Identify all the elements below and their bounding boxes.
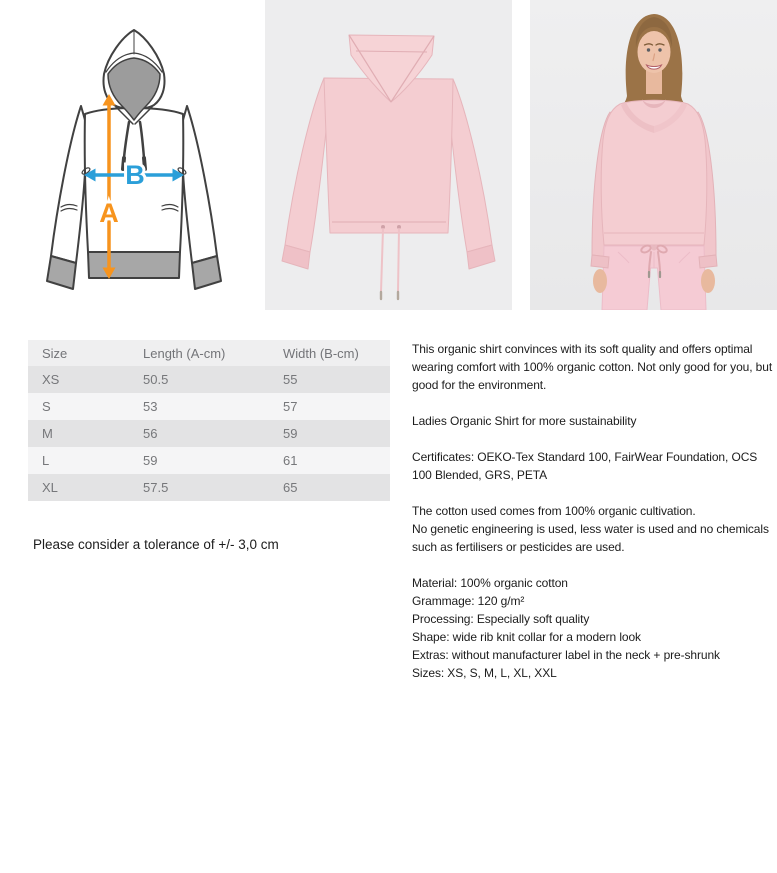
table-row xyxy=(28,393,390,420)
length-cell: 50.5 xyxy=(143,372,169,387)
description-paragraph xyxy=(412,412,777,430)
width-cell: 59 xyxy=(283,426,298,441)
tolerance-note: Please consider a tolerance of +/- 3,0 cm xyxy=(33,537,279,552)
size-table-body xyxy=(28,366,390,501)
description-line: Shape: wide rib knit collar for a modern look xyxy=(412,630,641,644)
model-left-cuff xyxy=(591,255,609,268)
diagram-right-cuff xyxy=(192,256,221,289)
width-cell: 61 xyxy=(283,453,298,468)
description-paragraph xyxy=(412,502,777,556)
description-line: Certificates: OEKO-Tex Standard 100, FairWear Foundation, OCS 100 Blended, GRS, PETA xyxy=(412,450,758,482)
size-cell: M xyxy=(42,426,53,441)
diagram-left-cuff xyxy=(47,256,76,289)
diagram-left-sleeve xyxy=(51,106,85,263)
table-row xyxy=(28,474,390,501)
model-hoodie-torso xyxy=(601,100,707,245)
diagram-right-sleeve xyxy=(183,106,217,263)
description-paragraph xyxy=(412,448,777,484)
model-left-hand xyxy=(593,269,607,293)
length-cell: 59 xyxy=(143,453,158,468)
size-cell: XL xyxy=(42,480,58,495)
size-cell: L xyxy=(42,453,50,468)
description-line: Extras: without manufacturer label in the neck + pre-shrunk xyxy=(412,648,720,662)
product-description xyxy=(412,340,777,700)
width-cell: 57 xyxy=(283,399,298,414)
size-cell: XS xyxy=(42,372,60,387)
model-right-cuff xyxy=(699,255,717,268)
product-flat-image xyxy=(265,0,512,310)
arrow-b-label: B xyxy=(125,160,145,190)
description-paragraph xyxy=(412,340,777,394)
length-column-header: Length (A-cm) xyxy=(143,345,226,361)
width-cell: 65 xyxy=(283,480,298,495)
description-line: Ladies Organic Shirt for more sustainability xyxy=(412,414,637,428)
length-cell: 53 xyxy=(143,399,158,414)
description-line: Sizes: XS, S, M, L, XL, XXL xyxy=(412,666,557,680)
model-photo-image xyxy=(530,0,777,310)
arrow-a-label: A xyxy=(99,198,119,228)
length-cell: 57.5 xyxy=(143,480,169,495)
table-row xyxy=(28,447,390,474)
table-row xyxy=(28,366,390,393)
flat-lay-illustration xyxy=(265,0,512,310)
diagram-hem-band xyxy=(88,252,180,278)
description-line: Processing: Especially soft quality xyxy=(412,612,590,626)
description-line: Material: 100% organic cotton xyxy=(412,576,568,590)
width-column-header: Width (B-cm) xyxy=(283,345,359,361)
description-line: The cotton used comes from 100% organic cultivation. xyxy=(412,504,696,518)
size-table-header-row xyxy=(28,340,390,366)
description-paragraph xyxy=(412,574,777,682)
model-illustration xyxy=(530,0,777,310)
model-right-hand xyxy=(701,269,715,293)
size-column-header: Size xyxy=(42,345,68,361)
description-line: This organic shirt convinces with its soft quality and offers optimal wearing comfort with 100% organic cotton. Not only good for you, but good for the environment. xyxy=(412,342,773,392)
description-line: Grammage: 120 g/m² xyxy=(412,594,525,608)
size-cell: S xyxy=(42,399,51,414)
hoodie-diagram-drawing xyxy=(30,10,250,305)
flat-body xyxy=(324,78,453,233)
table-row xyxy=(28,420,390,447)
width-cell: 55 xyxy=(283,372,298,387)
length-cell: 56 xyxy=(143,426,158,441)
description-line: No genetic engineering is used, less water is used and no chemicals such as fertilisers or pesticides are used. xyxy=(412,522,769,554)
size-diagram-image xyxy=(30,10,250,305)
size-table xyxy=(28,340,390,501)
